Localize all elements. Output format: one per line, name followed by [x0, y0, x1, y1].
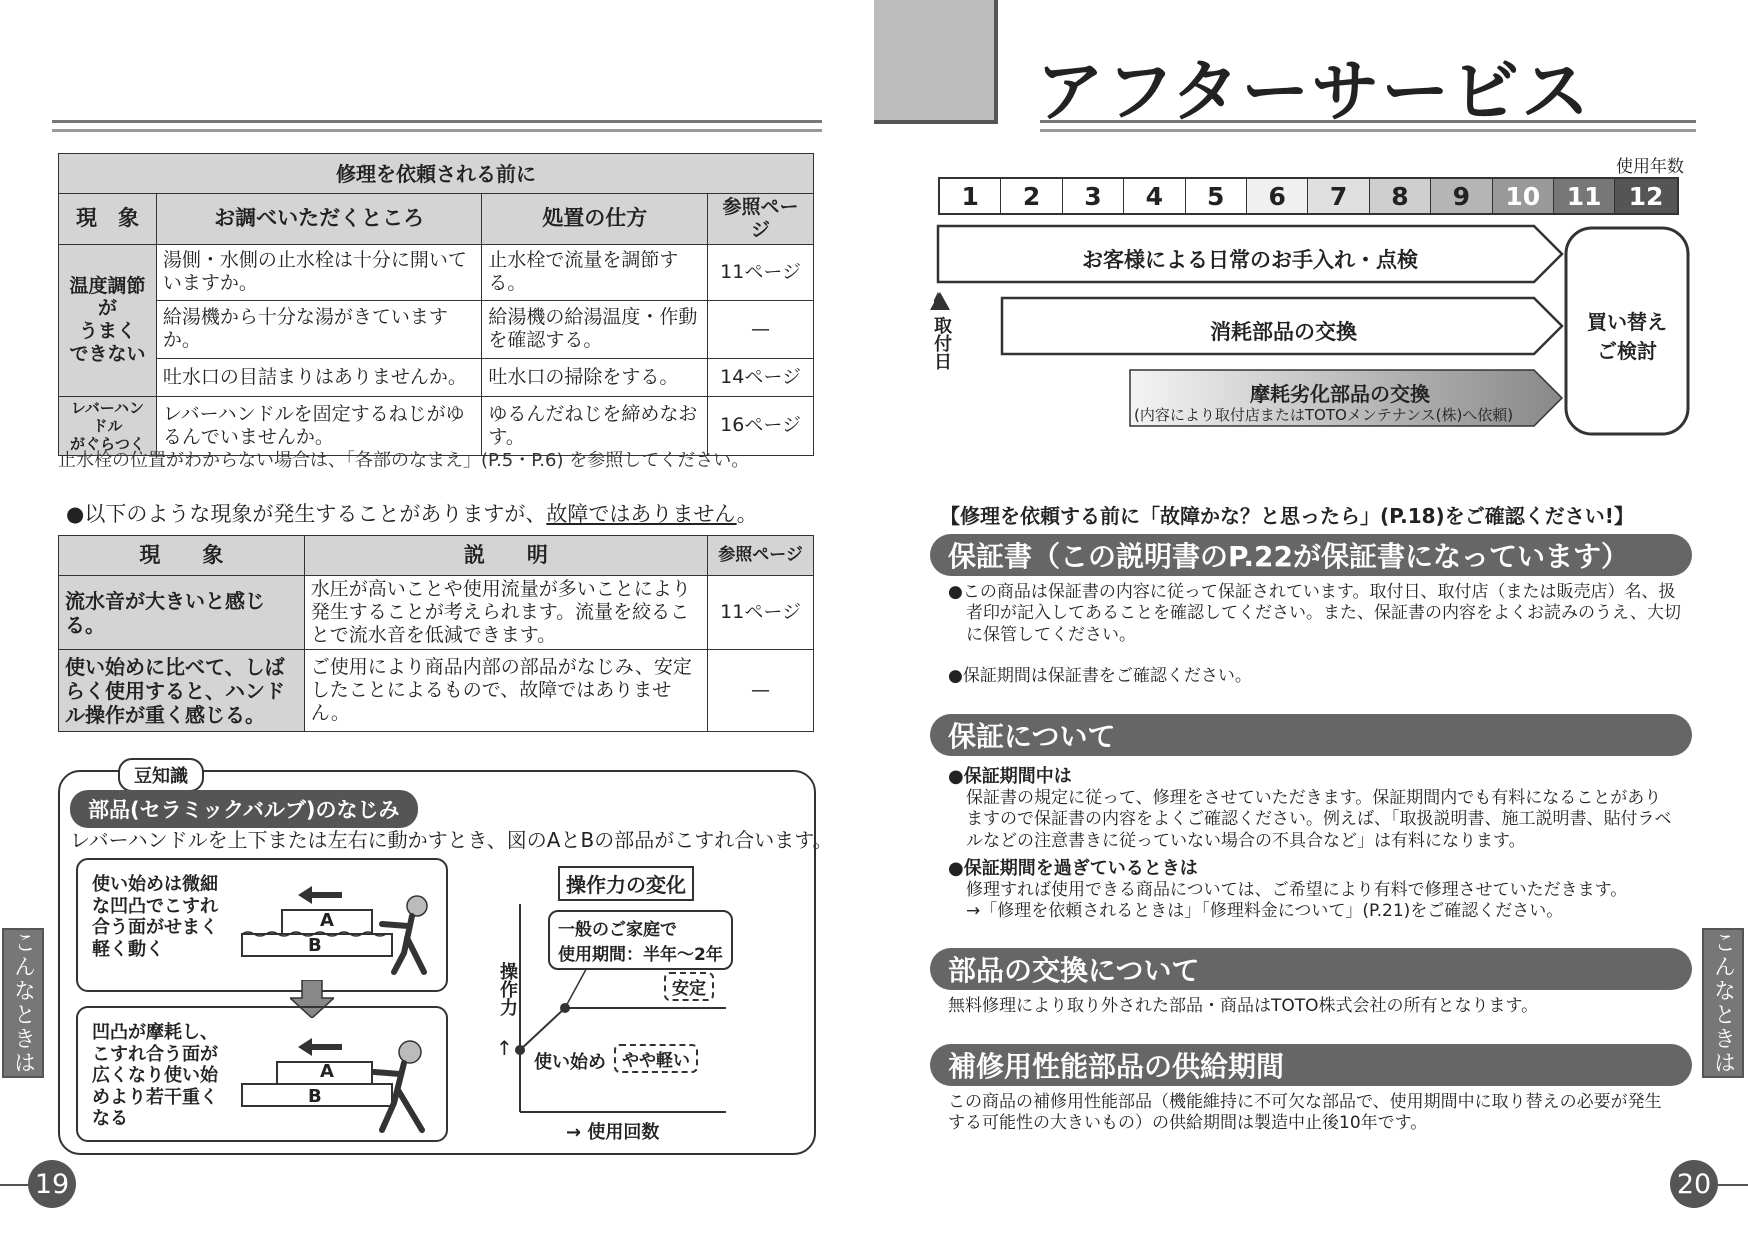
stable-label: 安定 [664, 972, 714, 1001]
phenomenon-temp: 温度調節が うまく できない [59, 244, 157, 396]
table-row [59, 244, 814, 300]
arrow-consumables: 消耗部品の交換 [1210, 320, 1357, 344]
year-cell: 12 [1615, 179, 1676, 213]
section-warranty: 保証について [930, 714, 1692, 756]
y-axis-arrow-icon: ↑ [496, 1036, 513, 1060]
valve-diagram-initial [232, 868, 442, 978]
not-failure-line [66, 498, 758, 528]
x-axis-label: → 使用回数 [566, 1122, 660, 1143]
label-a-1: A [320, 910, 334, 931]
top-rule-right [1040, 120, 1696, 132]
trivia-heading: 部品(セラミックバルブ)のなじみ [70, 790, 418, 828]
year-timeline [938, 177, 1679, 215]
trivia-lead: レバーハンドルを上下または左右に動かすとき、図のAとBの部品がこすれ合います。 [70, 828, 833, 852]
replace-box-label: 買い替え ご検討 [1587, 310, 1667, 363]
action-cell: ゆるんだねじを締めなおす。 [482, 396, 708, 455]
check-cell: 湯側・水側の止水栓は十分に開いていますか。 [156, 244, 482, 300]
year-cell: 4 [1124, 179, 1185, 213]
notice-emph: 故障ではありません [546, 502, 737, 526]
col-phenomenon: 現 象 [59, 194, 157, 245]
side-tab-right[interactable]: こんなときは [1702, 928, 1744, 1078]
parts-p1: 無料修理により取り外された部品・商品はTOTO株式会社の所有となります。 [948, 996, 1539, 1016]
phenomenon-lever: レバーハンドル がぐらつく [59, 396, 157, 455]
label-a-2: A [320, 1061, 334, 1082]
y-axis-label: 操作力 [497, 962, 518, 1016]
arrow-wear-parts-sub: (内容により取付店またはTOTOメンテナンス(株)へ依頼) [1134, 406, 1514, 424]
page-cell: 11ページ [708, 244, 814, 300]
page-cell: — [708, 650, 814, 732]
year-cell: 8 [1370, 179, 1431, 213]
notice-suffix: 。 [736, 502, 758, 526]
col-page: 参照ページ [708, 536, 814, 576]
phenomenon-cell: 使い始めに比べて、しばらく使用すると、ハンドル操作が重く感じる。 [59, 650, 305, 732]
table-row [59, 650, 814, 732]
section-supply: 補修用性能部品の供給期間 [930, 1044, 1692, 1086]
check-cell: 吐水口の目詰まりはありませんか。 [156, 358, 482, 396]
repair-table [58, 153, 814, 456]
action-cell: 給湯機の給湯温度・作動を確認する。 [482, 300, 708, 358]
worn-text: 凹凸が摩耗し、 こすれ合う面が 広くなり使い始 めより若干重く なる [92, 1022, 218, 1130]
action-cell: 止水栓で流量を調節する。 [482, 244, 708, 300]
table-row [59, 300, 814, 358]
arrow-daily-care: お客様による日常のお手入れ・点検 [1082, 248, 1418, 272]
label-b-2: B [308, 1086, 322, 1107]
warranty-h2: ●保証期間を過ぎているときは [948, 858, 1198, 879]
table-row [59, 576, 814, 650]
warranty-p2b: →「修理を依頼されるときは」「修理料金について」(P.21)をご確認ください。 [966, 901, 1564, 921]
top-rule-left [52, 120, 822, 132]
page-cell: 14ページ [708, 358, 814, 396]
notice-prefix: ●以下のような現象が発生することがありますが、 [66, 502, 547, 526]
chart-callout: 一般のご家庭で 使用期間：半年〜2年 [548, 910, 733, 970]
warranty-card-p2: ●保証期間は保証書をご確認ください。 [948, 666, 1252, 686]
explanation-cell: 水圧が高いことや使用流量が多いことにより発生することが考えられます。流量を絞ることで流水音を低減できます。 [304, 576, 707, 650]
years-label: 使用年数 [1616, 157, 1684, 177]
chart-title: 操作力の変化 [558, 866, 694, 901]
year-cell: 7 [1308, 179, 1369, 213]
page-cell: 11ページ [708, 576, 814, 650]
stop-valve-note: 止水栓の位置がわからない場合は、「各部のなまえ」(P.5・P.6) を参照してください。 [58, 450, 750, 471]
repair-first-note: 【修理を依頼する前に「故障かな？と思ったら」(P.18)をご確認ください!】 [940, 504, 1634, 528]
page-number-rule-left [0, 1184, 30, 1186]
section-warranty-card: 保証書（この説明書のP.22が保証書になっています） [930, 534, 1692, 576]
year-cell: 10 [1493, 179, 1554, 213]
year-cell: 9 [1431, 179, 1492, 213]
phenomenon-cell: 流水音が大きいと感じる。 [59, 576, 305, 650]
install-date-marker-icon [930, 292, 950, 310]
side-tab-left[interactable]: こんなときは [2, 928, 44, 1078]
year-cell: 1 [940, 179, 1001, 213]
check-cell: 給湯機から十分な湯がきていますか。 [156, 300, 482, 358]
trivia-tag: 豆知識 [118, 758, 204, 792]
check-cell: レバーハンドルを固定するねじがゆるんでいませんか。 [156, 396, 482, 455]
page-number-left: 19 [28, 1160, 76, 1208]
label-b-1: B [308, 935, 322, 956]
col-page: 参照ページ [708, 194, 814, 245]
col-action: 処置の仕方 [482, 194, 708, 245]
title-gray-block [874, 0, 998, 124]
warranty-p2a: 修理すれば使用できる商品については、ご希望により有料で修理させていただきます。 [966, 880, 1628, 900]
warranty-p1: 保証書の規定に従って、修理をさせていただきます。保証期間内でも有料になることがありますので保証書の内容をよくご確認ください。例えば、「取扱説明書、施工説明書、貼付ラベルなどの注意書きに従っていない場合の不具合など」は有料になります。 [966, 788, 1672, 851]
page-cell: 16ページ [708, 396, 814, 455]
col-phenomenon: 現 象 [59, 536, 305, 576]
table-row [59, 358, 814, 396]
col-check: お調べいただくところ [156, 194, 482, 245]
action-cell: 吐水口の掃除をする。 [482, 358, 708, 396]
warranty-h1: ●保証期間中は [948, 766, 1072, 787]
install-date-label: 取付日 [931, 316, 952, 370]
year-cell: 6 [1247, 179, 1308, 213]
year-cell: 5 [1186, 179, 1247, 213]
warranty-card-p1: ●この商品は保証書の内容に従って保証されています。取付日、取付店（または販売店）名、扱者印が記入してあることを確認してください。また、保証書の内容をよくお読みのうえ、大切に保管してください。 [948, 582, 1682, 645]
supply-p1: この商品の補修用性能部品（機能維持に不可欠な部品で、使用期間中に取り替えの必要が発生する可能性の大きいもの）の供給期間は製造中止後10年です。 [948, 1092, 1662, 1134]
col-explanation: 説 明 [304, 536, 707, 576]
start-label: 使い始め [534, 1052, 606, 1073]
explanation-cell: ご使用により商品内部の部品がなじみ、安定したことによるもので、故障ではありません。 [304, 650, 707, 732]
valve-diagram-worn [232, 1018, 442, 1138]
page-number-rule-right [1718, 1184, 1748, 1186]
page-title: アフターサービス [1036, 53, 1592, 132]
section-parts: 部品の交換について [930, 948, 1692, 990]
arrow-wear-parts: 摩耗劣化部品の交換 [1250, 382, 1430, 406]
year-cell: 2 [1001, 179, 1062, 213]
year-cell: 11 [1554, 179, 1615, 213]
page-cell: — [708, 300, 814, 358]
initial-text: 使い始めは微細 な凹凸でこすれ 合う面がせまく 軽く動く [92, 874, 218, 960]
year-cell: 3 [1063, 179, 1124, 213]
repair-table-title: 修理を依頼される前に [59, 154, 814, 194]
page-number-right: 20 [1670, 1160, 1718, 1208]
normal-table [58, 535, 814, 732]
slightly-light-label: やや軽い [614, 1044, 698, 1073]
